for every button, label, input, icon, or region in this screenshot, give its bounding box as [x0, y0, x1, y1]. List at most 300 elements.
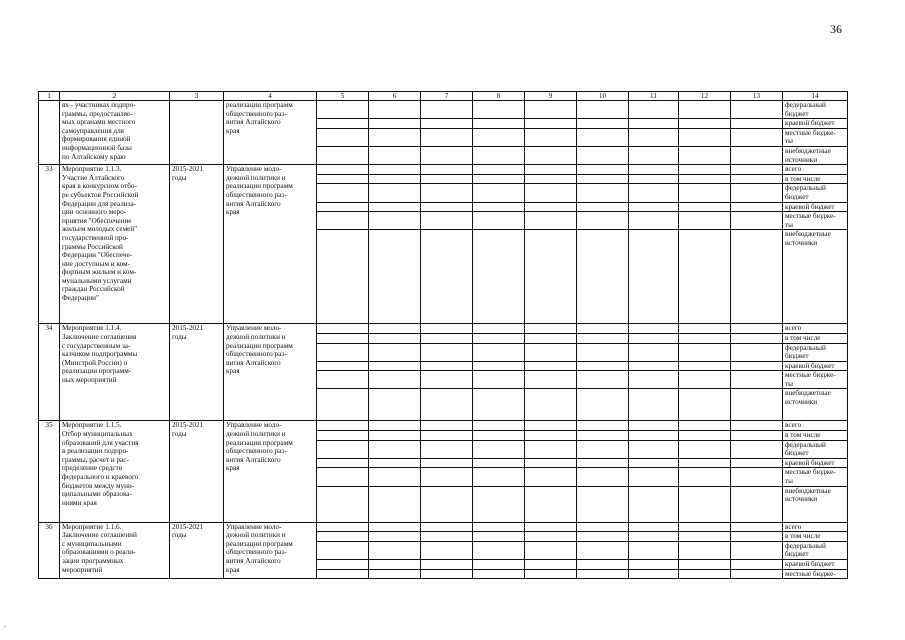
value-cell-col-7: [421, 532, 473, 542]
value-cell-col-13: [731, 184, 783, 202]
value-cell-col-8: [473, 343, 525, 361]
value-cell-col-8: [473, 165, 525, 175]
value-cell-col-7: [421, 421, 473, 431]
value-cell-col-8: [473, 128, 525, 146]
value-cell-col-9: [525, 389, 577, 421]
value-cell-col-9: [525, 541, 577, 559]
value-cell-col-5: [317, 146, 369, 164]
value-cell-col-12: [679, 230, 731, 324]
value-cell-col-5: [317, 421, 369, 431]
value-cell-col-8: [473, 569, 525, 579]
value-cell-col-6: [369, 146, 421, 164]
value-cell-col-6: [369, 532, 421, 542]
value-cell-col-6: [369, 560, 421, 570]
value-cell-col-6: [369, 371, 421, 389]
value-cell-col-12: [679, 128, 731, 146]
value-cell-col-9: [525, 468, 577, 486]
value-cell-col-7: [421, 146, 473, 164]
measure-name: Мероприятие 1.1.5. Отбор муниципальных образований для участия в реализации подпро- граммы, расчет и рас- пределение средств федерального и краевого бюджетов между муни- ципальными образова- ниями края: [60, 421, 170, 522]
value-cell-col-9: [525, 212, 577, 230]
value-cell-col-12: [679, 532, 731, 542]
value-cell-col-12: [679, 569, 731, 579]
value-cell-col-7: [421, 184, 473, 202]
value-cell-col-7: [421, 202, 473, 212]
value-cell-col-6: [369, 184, 421, 202]
value-cell-col-13: [731, 101, 783, 119]
value-cell-col-10: [577, 184, 629, 202]
value-cell-col-11: [629, 421, 679, 431]
value-cell-col-12: [679, 486, 731, 522]
funding-source: местные бюдже- ты: [783, 128, 848, 146]
value-cell-col-13: [731, 174, 783, 184]
value-cell-col-5: [317, 486, 369, 522]
value-cell-col-10: [577, 361, 629, 371]
funding-source: в том числе: [783, 174, 848, 184]
value-cell-col-8: [473, 212, 525, 230]
value-cell-col-13: [731, 333, 783, 343]
value-cell-col-6: [369, 389, 421, 421]
value-cell-col-10: [577, 165, 629, 175]
value-cell-col-7: [421, 486, 473, 522]
value-cell-col-6: [369, 569, 421, 579]
value-cell-col-9: [525, 146, 577, 164]
value-cell-col-10: [577, 202, 629, 212]
value-cell-col-8: [473, 371, 525, 389]
value-cell-col-6: [369, 440, 421, 458]
value-cell-col-7: [421, 371, 473, 389]
funding-source: местные бюдже- ты: [783, 468, 848, 486]
value-cell-col-6: [369, 101, 421, 119]
value-cell-col-11: [629, 569, 679, 579]
value-cell-col-8: [473, 324, 525, 334]
value-cell-col-10: [577, 119, 629, 129]
value-cell-col-8: [473, 101, 525, 119]
value-cell-col-9: [525, 343, 577, 361]
value-cell-col-7: [421, 440, 473, 458]
value-cell-col-5: [317, 468, 369, 486]
value-cell-col-9: [525, 532, 577, 542]
executor-name: Управление моло- дежной политики и реализации программ общественного раз- вития Алтайского края: [224, 522, 317, 579]
value-cell-col-12: [679, 333, 731, 343]
value-cell-col-10: [577, 468, 629, 486]
value-cell-col-13: [731, 371, 783, 389]
value-cell-col-9: [525, 522, 577, 532]
value-cell-col-6: [369, 421, 421, 431]
value-cell-col-9: [525, 361, 577, 371]
value-cell-col-8: [473, 560, 525, 570]
value-cell-col-13: [731, 128, 783, 146]
value-cell-col-7: [421, 458, 473, 468]
funding-source: федеральный бюджет: [783, 541, 848, 559]
value-cell-col-7: [421, 361, 473, 371]
value-cell-col-10: [577, 486, 629, 522]
funding-source: внебюджетные источники: [783, 486, 848, 522]
funding-source: краевой бюджет: [783, 560, 848, 570]
funding-source: всего: [783, 324, 848, 334]
value-cell-col-7: [421, 101, 473, 119]
table-row: [39, 522, 848, 532]
funding-source: местные бюдже- ты: [783, 371, 848, 389]
value-cell-col-12: [679, 431, 731, 441]
executor-name: Управление моло- дежной политики и реализации программ общественного раз- вития Алтайского края: [224, 165, 317, 324]
value-cell-col-8: [473, 468, 525, 486]
value-cell-col-11: [629, 560, 679, 570]
column-header-4: 4: [224, 92, 317, 101]
value-cell-col-5: [317, 128, 369, 146]
value-cell-col-10: [577, 440, 629, 458]
value-cell-col-13: [731, 560, 783, 570]
value-cell-col-12: [679, 440, 731, 458]
value-cell-col-13: [731, 468, 783, 486]
value-cell-col-7: [421, 569, 473, 579]
value-cell-col-9: [525, 458, 577, 468]
implementation-years: 2015-2021 годы: [170, 324, 224, 421]
column-header-5: 5: [317, 92, 369, 101]
value-cell-col-8: [473, 174, 525, 184]
value-cell-col-7: [421, 343, 473, 361]
value-cell-col-5: [317, 371, 369, 389]
value-cell-col-5: [317, 343, 369, 361]
value-cell-col-7: [421, 468, 473, 486]
value-cell-col-13: [731, 440, 783, 458]
value-cell-col-6: [369, 212, 421, 230]
funding-source: федеральный бюджет: [783, 184, 848, 202]
value-cell-col-5: [317, 361, 369, 371]
value-cell-col-9: [525, 421, 577, 431]
value-cell-col-13: [731, 486, 783, 522]
value-cell-col-8: [473, 440, 525, 458]
budget-table: [38, 91, 848, 579]
value-cell-col-6: [369, 119, 421, 129]
funding-source: внебюджетные источники: [783, 230, 848, 324]
value-cell-col-6: [369, 202, 421, 212]
column-header-9: 9: [525, 92, 577, 101]
value-cell-col-9: [525, 230, 577, 324]
value-cell-col-11: [629, 522, 679, 532]
value-cell-col-10: [577, 146, 629, 164]
value-cell-col-10: [577, 569, 629, 579]
value-cell-col-11: [629, 333, 679, 343]
value-cell-col-8: [473, 333, 525, 343]
value-cell-col-12: [679, 371, 731, 389]
value-cell-col-12: [679, 389, 731, 421]
value-cell-col-11: [629, 361, 679, 371]
column-header-11: 11: [629, 92, 679, 101]
value-cell-col-6: [369, 486, 421, 522]
funding-source: всего: [783, 165, 848, 175]
value-cell-col-9: [525, 569, 577, 579]
value-cell-col-11: [629, 101, 679, 119]
value-cell-col-5: [317, 324, 369, 334]
value-cell-col-7: [421, 128, 473, 146]
value-cell-col-9: [525, 440, 577, 458]
footer-mark: .: [4, 620, 6, 629]
value-cell-col-5: [317, 541, 369, 559]
value-cell-col-12: [679, 101, 731, 119]
value-cell-col-11: [629, 431, 679, 441]
value-cell-col-11: [629, 184, 679, 202]
value-cell-col-13: [731, 389, 783, 421]
value-cell-col-6: [369, 541, 421, 559]
table-row: [39, 421, 848, 431]
value-cell-col-11: [629, 371, 679, 389]
value-cell-col-10: [577, 532, 629, 542]
funding-source: в том числе: [783, 333, 848, 343]
value-cell-col-10: [577, 101, 629, 119]
value-cell-col-9: [525, 128, 577, 146]
value-cell-col-5: [317, 119, 369, 129]
value-cell-col-13: [731, 361, 783, 371]
value-cell-col-8: [473, 421, 525, 431]
value-cell-col-6: [369, 361, 421, 371]
column-header-7: 7: [421, 92, 473, 101]
value-cell-col-8: [473, 361, 525, 371]
value-cell-col-10: [577, 174, 629, 184]
value-cell-col-11: [629, 128, 679, 146]
value-cell-col-7: [421, 174, 473, 184]
value-cell-col-10: [577, 421, 629, 431]
value-cell-col-6: [369, 468, 421, 486]
page-number: 36: [830, 22, 842, 36]
funding-source: всего: [783, 522, 848, 532]
funding-source: краевой бюджет: [783, 119, 848, 129]
value-cell-col-8: [473, 541, 525, 559]
value-cell-col-8: [473, 230, 525, 324]
funding-source: федеральный бюджет: [783, 101, 848, 119]
value-cell-col-7: [421, 165, 473, 175]
value-cell-col-9: [525, 431, 577, 441]
value-cell-col-10: [577, 560, 629, 570]
value-cell-col-10: [577, 458, 629, 468]
value-cell-col-8: [473, 146, 525, 164]
value-cell-col-13: [731, 146, 783, 164]
value-cell-col-10: [577, 333, 629, 343]
value-cell-col-10: [577, 541, 629, 559]
value-cell-col-13: [731, 202, 783, 212]
value-cell-col-8: [473, 184, 525, 202]
value-cell-col-12: [679, 361, 731, 371]
funding-source: федеральный бюджет: [783, 343, 848, 361]
value-cell-col-11: [629, 230, 679, 324]
value-cell-col-7: [421, 389, 473, 421]
value-cell-col-5: [317, 431, 369, 441]
executor-name: Управление моло- дежной политики и реализации программ общественного раз- вития Алтайского края: [224, 421, 317, 522]
value-cell-col-12: [679, 421, 731, 431]
value-cell-col-12: [679, 560, 731, 570]
value-cell-col-9: [525, 184, 577, 202]
value-cell-col-10: [577, 324, 629, 334]
value-cell-col-7: [421, 431, 473, 441]
value-cell-col-6: [369, 343, 421, 361]
funding-source: в том числе: [783, 532, 848, 542]
value-cell-col-11: [629, 486, 679, 522]
value-cell-col-13: [731, 569, 783, 579]
funding-source: местные бюдже- ты: [783, 212, 848, 230]
column-header-14: 14: [783, 92, 848, 101]
value-cell-col-7: [421, 324, 473, 334]
value-cell-col-10: [577, 431, 629, 441]
table-row: [39, 324, 848, 334]
row-number: [39, 101, 60, 165]
column-header-3: 3: [170, 92, 224, 101]
value-cell-col-8: [473, 486, 525, 522]
value-cell-col-12: [679, 468, 731, 486]
implementation-years: [170, 101, 224, 165]
value-cell-col-12: [679, 119, 731, 129]
value-cell-col-13: [731, 532, 783, 542]
value-cell-col-8: [473, 458, 525, 468]
row-number: 34: [39, 324, 60, 421]
value-cell-col-11: [629, 389, 679, 421]
measure-name: Мероприятие 1.1.6. Заключение соглашений с муниципальными образованиями о реали- зации программных мероприятий: [60, 522, 170, 579]
implementation-years: 2015-2021 годы: [170, 165, 224, 324]
value-cell-col-9: [525, 119, 577, 129]
value-cell-col-11: [629, 212, 679, 230]
value-cell-col-8: [473, 389, 525, 421]
value-cell-col-11: [629, 119, 679, 129]
value-cell-col-9: [525, 324, 577, 334]
table-body: [39, 101, 848, 579]
value-cell-col-5: [317, 560, 369, 570]
column-header-6: 6: [369, 92, 421, 101]
value-cell-col-6: [369, 128, 421, 146]
value-cell-col-9: [525, 202, 577, 212]
value-cell-col-12: [679, 343, 731, 361]
value-cell-col-12: [679, 184, 731, 202]
value-cell-col-13: [731, 324, 783, 334]
value-cell-col-10: [577, 343, 629, 361]
value-cell-col-12: [679, 541, 731, 559]
funding-source: краевой бюджет: [783, 202, 848, 212]
value-cell-col-9: [525, 101, 577, 119]
value-cell-col-5: [317, 440, 369, 458]
value-cell-col-6: [369, 324, 421, 334]
funding-source: федеральный бюджет: [783, 440, 848, 458]
value-cell-col-9: [525, 174, 577, 184]
value-cell-col-5: [317, 212, 369, 230]
value-cell-col-11: [629, 458, 679, 468]
value-cell-col-12: [679, 458, 731, 468]
funding-source: краевой бюджет: [783, 458, 848, 468]
executor-name: реализации программ общественного раз- вития Алтайского края: [224, 101, 317, 165]
value-cell-col-12: [679, 212, 731, 230]
value-cell-col-11: [629, 174, 679, 184]
funding-source: местные бюдже-: [783, 569, 848, 579]
value-cell-col-11: [629, 532, 679, 542]
value-cell-col-13: [731, 541, 783, 559]
funding-source: краевой бюджет: [783, 361, 848, 371]
value-cell-col-7: [421, 119, 473, 129]
value-cell-col-11: [629, 324, 679, 334]
value-cell-col-7: [421, 560, 473, 570]
value-cell-col-10: [577, 230, 629, 324]
value-cell-col-8: [473, 522, 525, 532]
value-cell-col-13: [731, 165, 783, 175]
value-cell-col-7: [421, 541, 473, 559]
value-cell-col-8: [473, 119, 525, 129]
value-cell-col-9: [525, 486, 577, 522]
value-cell-col-6: [369, 458, 421, 468]
column-header-10: 10: [577, 92, 629, 101]
value-cell-col-12: [679, 165, 731, 175]
measure-name: Мероприятие 1.1.4. Заключение соглашения с государственным за- казчиком подпрограммы (Минстрой России) о реализации программ- ных мероприятий: [60, 324, 170, 421]
table-row: [39, 101, 848, 119]
value-cell-col-5: [317, 333, 369, 343]
value-cell-col-5: [317, 202, 369, 212]
header-row: [39, 92, 848, 101]
value-cell-col-12: [679, 522, 731, 532]
value-cell-col-10: [577, 389, 629, 421]
value-cell-col-10: [577, 212, 629, 230]
funding-source: в том числе: [783, 431, 848, 441]
row-number: 36: [39, 522, 60, 579]
executor-name: Управление моло- дежной политики и реализации программ общественного раз- вития Алтайского края: [224, 324, 317, 421]
column-header-12: 12: [679, 92, 731, 101]
value-cell-col-10: [577, 522, 629, 532]
value-cell-col-13: [731, 230, 783, 324]
value-cell-col-8: [473, 202, 525, 212]
value-cell-col-11: [629, 440, 679, 458]
value-cell-col-5: [317, 174, 369, 184]
value-cell-col-11: [629, 202, 679, 212]
value-cell-col-11: [629, 165, 679, 175]
value-cell-col-5: [317, 184, 369, 202]
value-cell-col-11: [629, 146, 679, 164]
value-cell-col-8: [473, 532, 525, 542]
value-cell-col-10: [577, 128, 629, 146]
row-number: 35: [39, 421, 60, 522]
column-header-13: 13: [731, 92, 783, 101]
value-cell-col-12: [679, 324, 731, 334]
value-cell-col-7: [421, 333, 473, 343]
value-cell-col-5: [317, 165, 369, 175]
value-cell-col-12: [679, 202, 731, 212]
value-cell-col-10: [577, 371, 629, 389]
column-header-2: 2: [60, 92, 170, 101]
measure-name: ях - участниках подпро- граммы, предоставляе- мых органами местного самоуправления для формирования единой информационной базы по Алтайскому краю: [60, 101, 170, 165]
value-cell-col-9: [525, 333, 577, 343]
funding-source: внебюджетные источники: [783, 389, 848, 421]
value-cell-col-7: [421, 230, 473, 324]
value-cell-col-11: [629, 468, 679, 486]
value-cell-col-5: [317, 101, 369, 119]
value-cell-col-13: [731, 431, 783, 441]
value-cell-col-13: [731, 119, 783, 129]
value-cell-col-13: [731, 458, 783, 468]
value-cell-col-5: [317, 569, 369, 579]
value-cell-col-5: [317, 532, 369, 542]
value-cell-col-9: [525, 165, 577, 175]
funding-source: внебюджетные источники: [783, 146, 848, 164]
value-cell-col-12: [679, 174, 731, 184]
value-cell-col-6: [369, 165, 421, 175]
column-header-1: 1: [39, 92, 60, 101]
value-cell-col-6: [369, 333, 421, 343]
value-cell-col-7: [421, 522, 473, 532]
value-cell-col-5: [317, 230, 369, 324]
value-cell-col-9: [525, 560, 577, 570]
value-cell-col-6: [369, 522, 421, 532]
funding-source: всего: [783, 421, 848, 431]
measure-name: Мероприятие 1.1.3. Участие Алтайского края в конкурсном отбо- ре субъектов Российской Федерации для реализа- ции основного меро- приятия "Обеспечение жильем молодых семей" государственной про- граммы Российской Федерации "Обеспече- ние доступным и ком- фортным жильем и ком- мунальными услугами граждан Российской Федерации": [60, 165, 170, 324]
value-cell-col-13: [731, 212, 783, 230]
value-cell-col-8: [473, 431, 525, 441]
value-cell-col-13: [731, 421, 783, 431]
value-cell-col-6: [369, 174, 421, 184]
table-row: [39, 165, 848, 175]
implementation-years: 2015-2021 годы: [170, 421, 224, 522]
value-cell-col-13: [731, 522, 783, 532]
